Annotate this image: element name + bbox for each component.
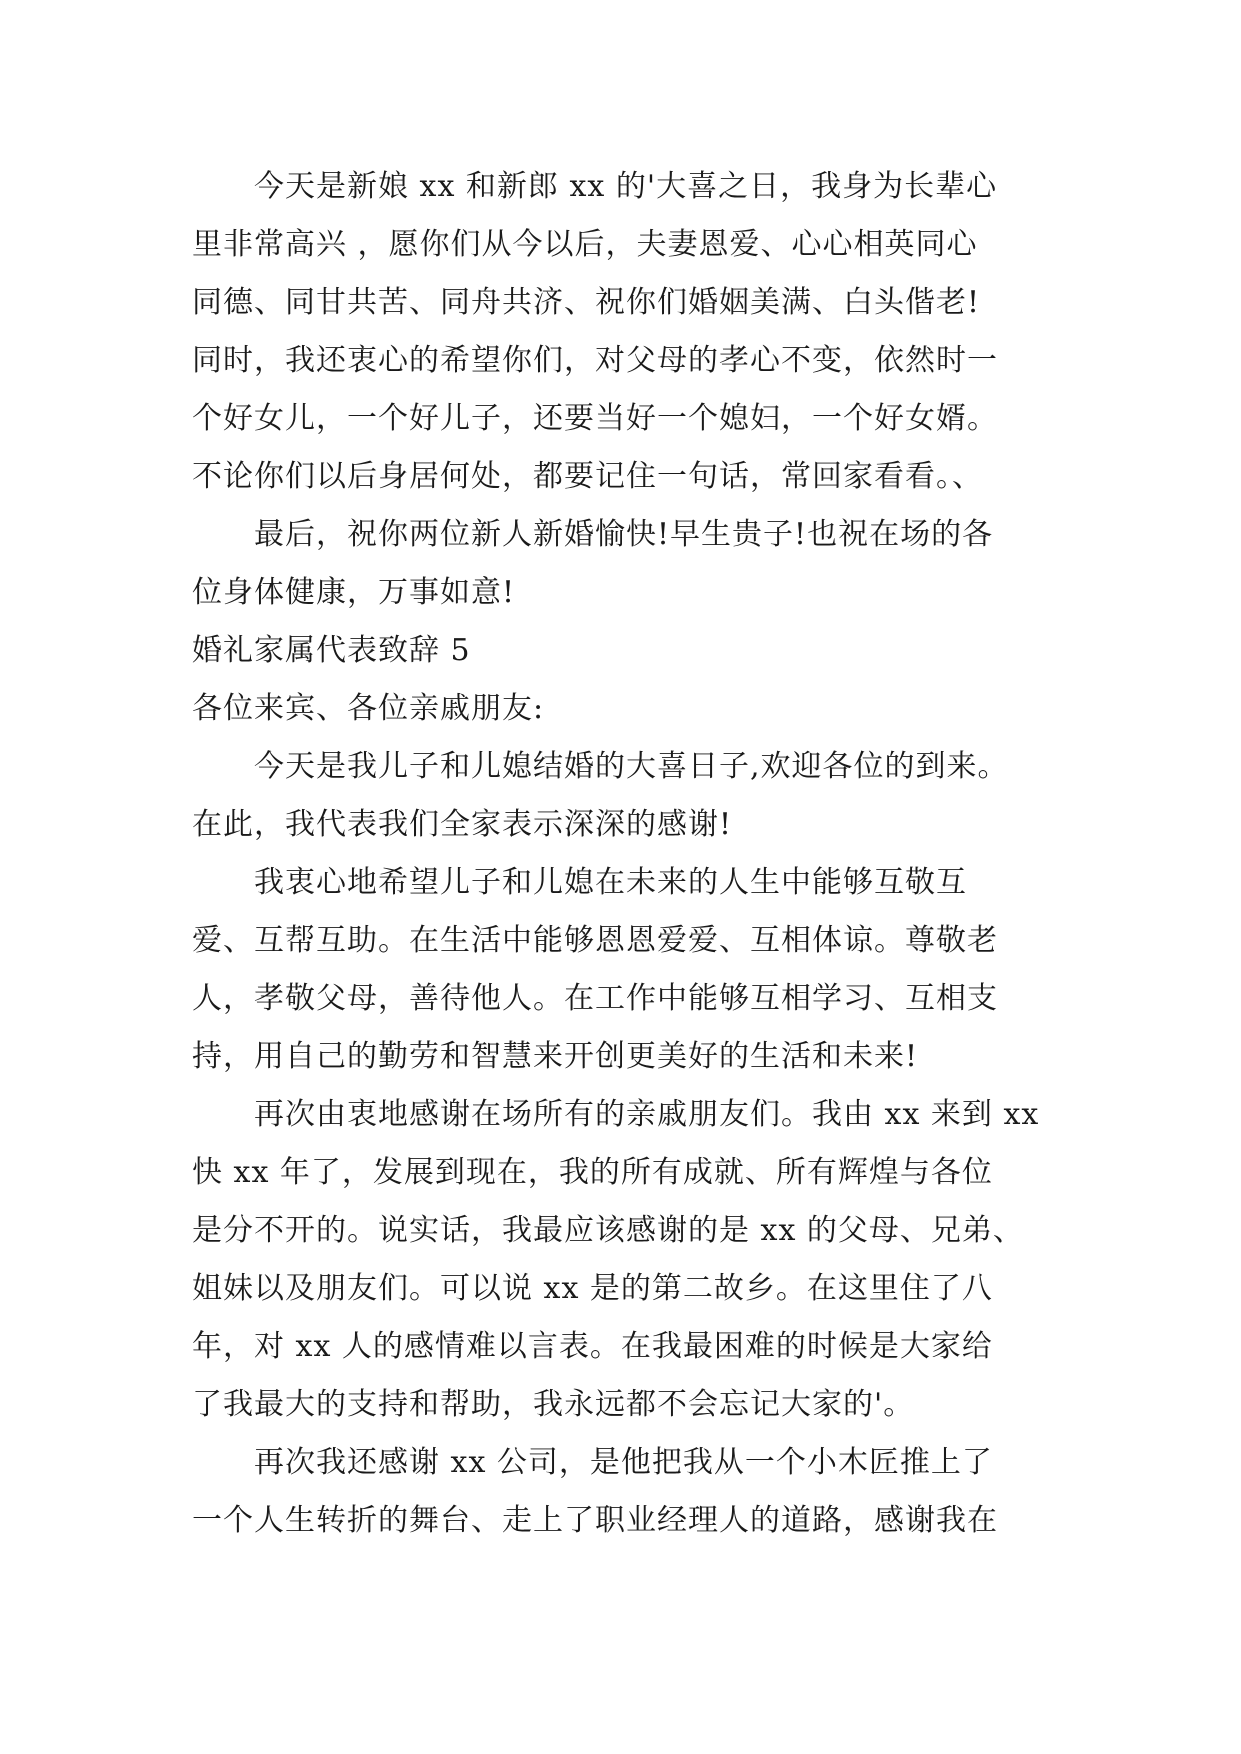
text-line: 姐妹以及朋友们。可以说 xx 是的第二故乡。在这里住了八 xyxy=(192,1271,993,1306)
text-line: 了我最大的支持和帮助，我永远都不会忘记大家的'。 xyxy=(192,1387,915,1422)
text-line: 再次由衷地感谢在场所有的亲戚朋友们。我由 xx 来到 xx xyxy=(254,1097,1040,1132)
text-line: 人，孝敬父母，善待他人。在工作中能够互相学习、互相支 xyxy=(192,981,998,1016)
text-line: 年，对 xx 人的感情难以言表。在我最困难的时候是大家给 xyxy=(192,1329,993,1364)
text-line: 同德、同甘共苦、同舟共济、祝你们婚姻美满、白头偕老! xyxy=(192,285,981,320)
text-line: 快 xx 年了，发展到现在，我的所有成就、所有辉煌与各位 xyxy=(192,1155,993,1190)
text-line: 不论你们以后身居何处，都要记住一句话，常回家看看。、 xyxy=(192,459,983,494)
text-line: 一个人生转折的舞台、走上了职业经理人的道路，感谢我在 xyxy=(192,1503,998,1538)
text-line: 我衷心地希望儿子和儿媳在未来的人生中能够互敬互 xyxy=(254,865,967,900)
text-line: 是分不开的。说实话，我最应该感谢的是 xx 的父母、兄弟、 xyxy=(192,1213,1024,1248)
text-line: 位身体健康，万事如意! xyxy=(192,575,516,610)
text-line: 同时，我还衷心的希望你们，对父母的孝心不变，依然时一 xyxy=(192,343,998,378)
text-line: 再次我还感谢 xx 公司，是他把我从一个小木匠推上了 xyxy=(254,1445,993,1480)
text-line: 持，用自己的勤劳和智慧来开创更美好的生活和未来! xyxy=(192,1039,919,1074)
salutation: 各位来宾、各位亲戚朋友: xyxy=(192,691,545,726)
text-line: 里非常高兴 ，愿你们从今以后，夫妻恩爱、心心相英同心 xyxy=(192,227,978,262)
section-heading: 婚礼家属代表致辞 5 xyxy=(192,633,471,668)
text-line: 今天是我儿子和儿媳结婚的大喜日子,欢迎各位的到来。 xyxy=(254,749,1009,784)
text-line: 爱、互帮互助。在生活中能够恩恩爱爱、互相体谅。尊敬老 xyxy=(192,923,998,958)
text-line: 今天是新娘 xx 和新郎 xx 的'大喜之日，我身为长辈心 xyxy=(254,169,998,204)
text-line: 个好女儿，一个好儿子，还要当好一个媳妇，一个好女婿。 xyxy=(192,401,998,436)
document-body xyxy=(192,158,1052,1550)
text-line: 最后，祝你两位新人新婚愉快!早生贵子!也祝在场的各 xyxy=(254,517,994,552)
text-line: 在此，我代表我们全家表示深深的感谢! xyxy=(192,807,733,842)
